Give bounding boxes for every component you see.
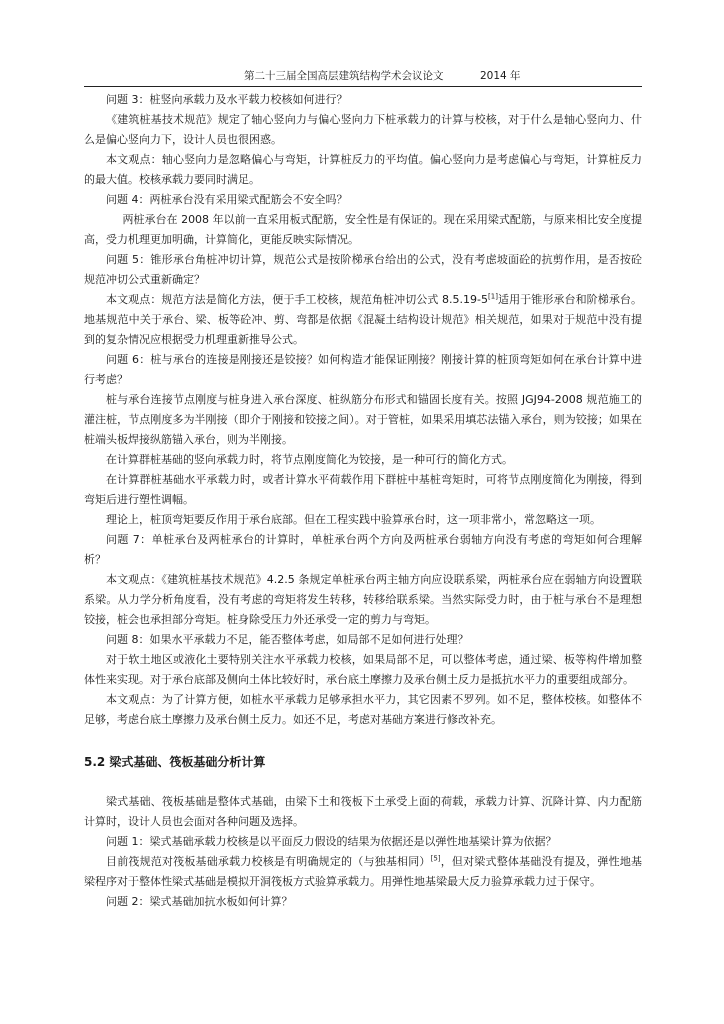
paragraph-text: 目前筏规范对筏板基础承载力校核是有明确规定的（与独基相同） [106,855,431,868]
section-heading: 5.2 梁式基础、筏板基础分析计算 [84,755,266,769]
question-3: 问题 3：桩竖向承载力及水平载力校核如何进行？ [106,93,348,106]
viewpoint-paragraph: 本文观点：轴心竖向力是忽略偏心与弯矩，计算桩反力的平均值。偏心竖向力是考虑偏心与弯矩，计算桩反力的最大值。校核承载力要同时满足。 [84,153,642,186]
paper-body [84,90,642,912]
paragraph: 桩与承台连接节点刚度与桩身进入承台深度、桩纵筋分布形式和锚固长度有关。按照 JGJ94-2008 规范施工的灌注桩，节点刚度多为半刚接（即介于刚接和铰接之间）。对于管桩，如果采用填芯法锚入承台，则为铰接；如果在桩端头板焊接纵筋锚入承台，则为半刚接。 [84,393,642,446]
citation-1: [1] [488,292,498,301]
paragraph-text: 适用于锥形承台和阶梯承台。地基规范中关于承台、梁、板等砼冲、剪、弯都是依据《混凝土结构设计规范》相关规范，如果对于规范中没有提到的复杂情况应根据受力机理重新推导公式。 [84,293,643,346]
question-2: 问题 2：梁式基础加抗水板如何计算？ [106,895,293,908]
paragraph [84,852,642,892]
viewpoint-paragraph: 本文观点：为了计算方便，如桩水平承载力足够承担水平力，其它因素不罗列。如不足，整体校核。如整体不足够，考虑台底土摩擦力及承台侧土反力。如还不足，考虑对基础方案进行修改补充。 [84,693,642,726]
paragraph-text: ，但对梁式整体基础没有提及，弹性地基梁程序对于整体性梁式基础是模拟开洞筏板方式验算承载力。用弹性地基梁最大反力验算承载力过于保守。 [84,855,643,888]
conference-title: 第二十三届全国高层建筑结构学术会议论文 [244,70,444,82]
question-4: 问题 4：两桩承台没有采用梁式配筋会不安全吗？ [106,193,348,206]
question-8: 问题 8：如果水平承载力不足，能否整体考虑，如局部不足如何进行处理？ [106,633,469,646]
paragraph-text: 本文观点：规范方法是简化方法，便于手工校核，规范角桩冲切公式 8.5.19-5 [106,293,489,306]
paragraph: 两桩承台在 2008 年以前一直采用板式配筋，安全性是有保证的。现在采用梁式配筋，与原来相比安全度提高，受力机理更加明确，计算简化，更能反映实际情况。 [84,213,642,246]
paragraph: 理论上，桩顶弯矩要反作用于承台底部。但在工程实践中验算承台时，这一项非常小，常忽略这一项。 [106,513,601,526]
paragraph: 在计算群桩基础的竖向承载力时，将节点刚度简化为铰接，是一种可行的简化方式。 [106,453,513,466]
paragraph: 对于软土地区或液化土要特别关注水平承载力校核，如果局部不足，可以整体考虑，通过梁、板等构件增加整体性来实现。对于承台底部及侧向土体比较好时，承台底土摩擦力及承台侧土反力是抵抗水平力的重要组成部分。 [84,653,642,686]
question-1: 问题 1：梁式基础承载力校核是以平面反力假设的结果为依据还是以弹性地基梁计算为依据？ [106,835,557,848]
viewpoint-paragraph [84,290,642,350]
question-7: 问题 7：单桩承台及两桩承台的计算时，单桩承台两个方向及两桩承台弱轴方向没有考虑的弯矩如何合理解析？ [84,533,642,566]
running-header [84,64,642,87]
question-6: 问题 6：桩与承台的连接是刚接还是铰接？如何构造才能保证刚接？刚接计算的桩顶弯矩如何在承台计算中进行考虑？ [84,353,642,386]
question-5: 问题 5：锥形承台角桩冲切计算，规范公式是按阶梯承台给出的公式，没有考虑坡面砼的抗剪作用，是否按砼规范冲切公式重新确定？ [84,253,642,286]
viewpoint-paragraph: 本文观点：《建筑桩基技术规范》4.2.5 条规定单桩承台两主轴方向应设联系梁，两桩承台应在弱轴方向设置联系梁。从力学分析角度看，没有考虑的弯矩将发生转移，转移给联系梁。当然实际受力时，由于桩与承台不是理想铰接，桩会也承担部分弯矩。桩身除受压力外还承受一定的剪力与弯矩。 [84,573,642,626]
citation-5: [5] [430,854,441,863]
conference-year: 2014 年 [480,70,521,82]
paragraph: 《建筑桩基技术规范》规定了轴心竖向力与偏心竖向力下桩承载力的计算与校核，对于什么是轴心竖向力、什么是偏心竖向力下，设计人员也很困惑。 [84,113,642,146]
paragraph: 在计算群桩基础水平承载力时，或者计算水平荷载作用下群桩中基桩弯矩时，可将节点刚度简化为刚接，得到弯矩后进行塑性调幅。 [84,473,642,506]
paragraph: 梁式基础、筏板基础是整体式基础，由梁下土和筏板下土承受上面的荷载，承载力计算、沉降计算、内力配筋计算时，设计人员也会面对各种问题及选择。 [84,795,642,828]
